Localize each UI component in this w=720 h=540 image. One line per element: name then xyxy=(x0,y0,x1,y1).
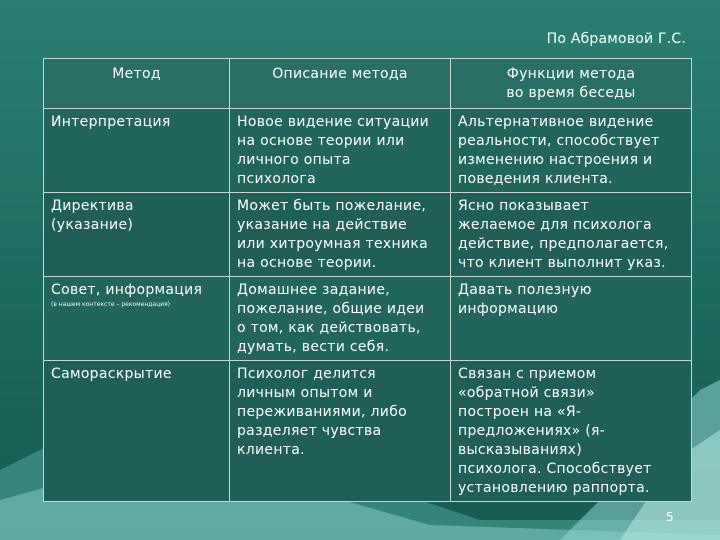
methods-table xyxy=(43,58,692,502)
cell-method: Директива (указание) xyxy=(44,193,230,277)
cell-function: Альтернативное видение реальности, способствует изменению настроения и поведения клиента. xyxy=(451,109,692,193)
cell-method: Интерпретация xyxy=(44,109,230,193)
cell-description: Психолог делится личным опытом и переживаниями, либо разделяет чувства клиента. xyxy=(230,361,451,502)
cell-function: Ясно показывает желаемое для психолога действие, предполагается, что клиент выполнит указ. xyxy=(451,193,692,277)
header-method: Метод xyxy=(44,59,230,109)
table-header-row xyxy=(44,59,692,109)
cell-method: Самораскрытие xyxy=(44,361,230,502)
author-credit: По Абрамовой Г.С. xyxy=(546,31,686,47)
table-row xyxy=(44,361,692,502)
method-note: (в нашем контексте – рекомендация) xyxy=(51,301,171,308)
table-row xyxy=(44,193,692,277)
cell-description: Новое видение ситуации на основе теории или личного опыта психолога xyxy=(230,109,451,193)
table-row xyxy=(44,277,692,361)
cell-function: Давать полезную информацию xyxy=(451,277,692,361)
page-number: 5 xyxy=(666,510,674,524)
header-description: Описание метода xyxy=(230,59,451,109)
cell-description: Может быть пожелание, указание на действие или хитроумная техника на основе теории. xyxy=(230,193,451,277)
cell-description: Домашнее задание, пожелание, общие идеи о том, как действовать, думать, вести себя. xyxy=(230,277,451,361)
cell-function: Связан с приемом «обратной связи» построен на «Я- предложениях» (я- высказываниях) психолога. Способствует установлению раппорта. xyxy=(451,361,692,502)
table-row xyxy=(44,109,692,193)
header-function: Функции метода во время беседы xyxy=(451,59,692,109)
cell-method: Совет, информация (в нашем контексте – рекомендация) xyxy=(44,277,230,361)
